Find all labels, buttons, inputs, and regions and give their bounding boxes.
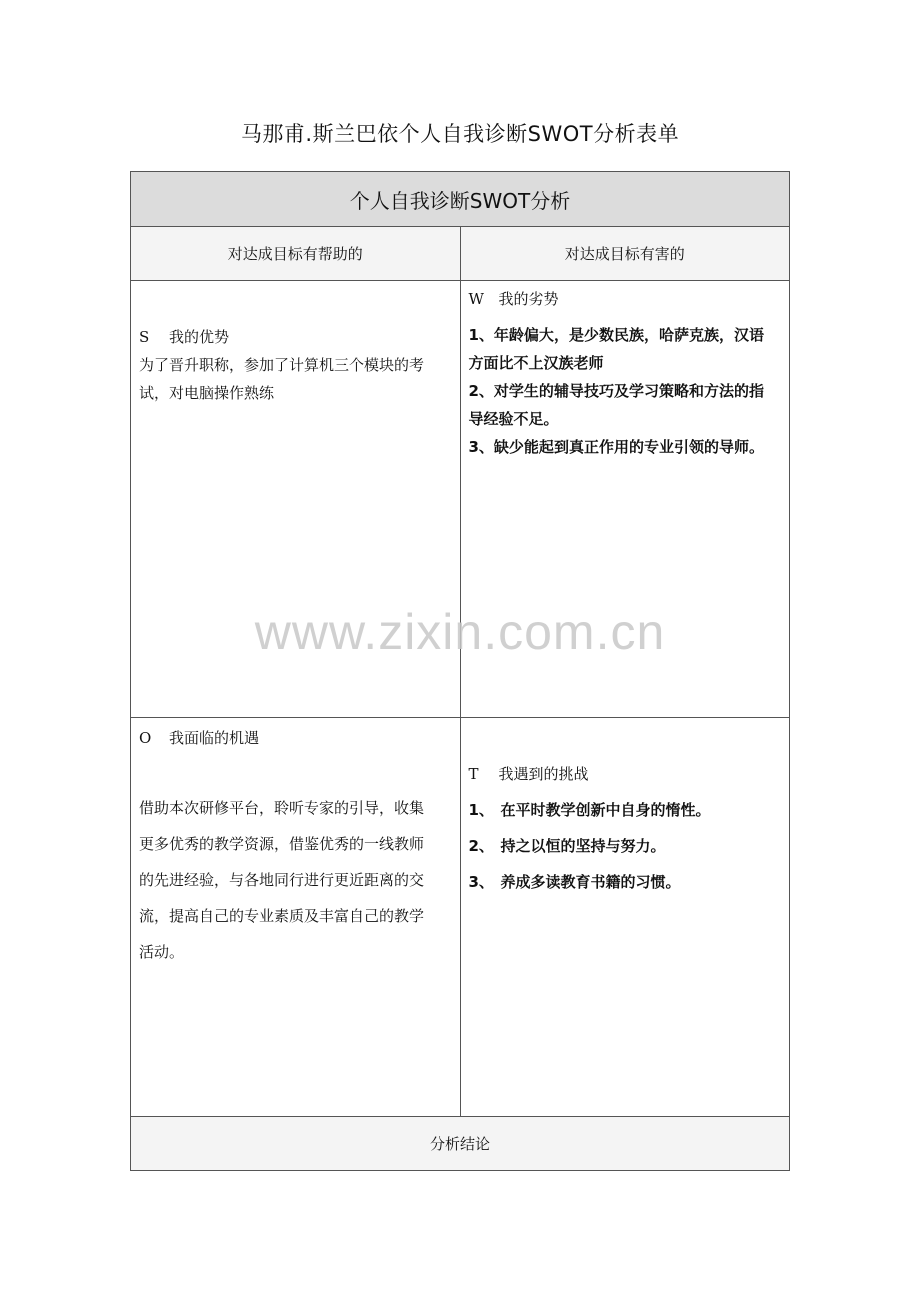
- threats-item-number: 3、: [468, 873, 494, 891]
- threats-item-number: 1、: [468, 801, 494, 819]
- opportunities-label: [139, 724, 452, 752]
- column-header-helpful: 对达成目标有帮助的: [131, 227, 461, 281]
- opportunities-cell: [131, 718, 461, 1117]
- threats-item: [469, 832, 782, 860]
- threats-item-text: 在平时教学创新中自身的惰性。: [500, 801, 711, 819]
- weaknesses-title: 我的劣势: [498, 290, 559, 308]
- weaknesses-cell: [460, 281, 790, 718]
- opportunities-line: 借助本次研修平台，聆听专家的引导，收集: [139, 799, 425, 817]
- strengths-line: 为了晋升职称，参加了计算机三个模块的考: [139, 356, 425, 374]
- threats-item-number: 2、: [468, 837, 494, 855]
- weaknesses-label: [469, 285, 782, 313]
- watermark: www.zixin.com.cn: [254, 604, 666, 660]
- strengths-cell: [131, 281, 461, 718]
- threats-item-text: 持之以恒的坚持与努力。: [500, 837, 666, 855]
- threats-label: [469, 760, 782, 788]
- strengths-title: 我的优势: [169, 328, 230, 346]
- swot-table: [130, 171, 790, 1171]
- threats-title: 我遇到的挑战: [498, 765, 589, 783]
- threats-item-text: 养成多读教育书籍的习惯。: [500, 873, 681, 891]
- strengths-label: [139, 323, 452, 351]
- table-header: 个人自我诊断SWOT分析: [131, 172, 790, 227]
- threats-item: [469, 868, 782, 896]
- threats-cell: [460, 718, 790, 1117]
- column-header-harmful: 对达成目标有害的: [460, 227, 790, 281]
- weaknesses-letter: W: [468, 290, 484, 308]
- weaknesses-line: 方面比不上汉族老师: [468, 354, 604, 372]
- opportunities-line: 的先进经验，与各地同行进行更近距离的交: [139, 871, 425, 889]
- document-title: 马那甫.斯兰巴依个人自我诊断SWOT分析表单: [240, 122, 680, 146]
- weaknesses-line: 导经验不足。: [468, 410, 559, 428]
- strengths-line: 试，对电脑操作熟练: [139, 384, 275, 402]
- conclusion-row: 分析结论: [131, 1117, 790, 1171]
- weaknesses-line: 1、年龄偏大，是少数民族，哈萨克族，汉语: [468, 326, 764, 344]
- opportunities-letter: O: [139, 729, 152, 747]
- weaknesses-line: 3、缺少能起到真正作用的专业引领的导师。: [468, 438, 764, 456]
- strengths-letter: S: [139, 328, 150, 346]
- threats-item: [469, 796, 782, 824]
- threats-letter: T: [468, 765, 479, 783]
- opportunities-line: 流，提高自己的专业素质及丰富自己的教学: [139, 907, 425, 925]
- weaknesses-line: 2、对学生的辅导技巧及学习策略和方法的指: [468, 382, 764, 400]
- opportunities-line: 活动。: [139, 943, 185, 961]
- opportunities-title: 我面临的机遇: [169, 729, 260, 747]
- opportunities-line: 更多优秀的教学资源，借鉴优秀的一线教师: [139, 835, 425, 853]
